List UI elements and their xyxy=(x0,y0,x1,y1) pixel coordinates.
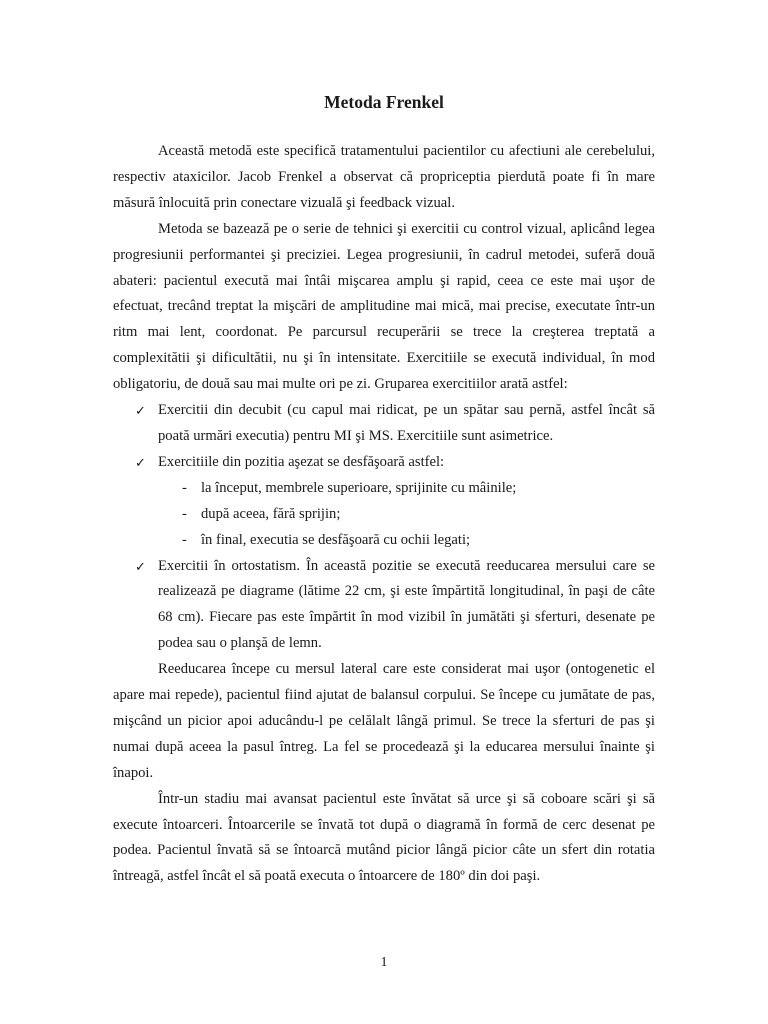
paragraph-method: Metoda se bazează pe o serie de tehnici şi exercitii cu control vizual, aplicând legea progresiunii performantei şi preciziei. Legea progresiunii, în cadrul metodei, suferă două abateri: pacientul execută mai întâi mişcarea amplu şi rapid, ceea ce este mai uşor de efectuat, trecând treptat la mişcări de amplitudine mai mică, mai precise, executate într-un ritm mai lent, coordonat. Pe parcursul recuperării se trece la creşterea treptată a complexitătii şi dificultătii, nu şi în intensitate. Exercitiile se execută individual, în mod obligatoriu, de două sau mai multe ori pe zi. Gruparea exercitiilor arată astfel: xyxy=(113,220,655,393)
dash-bullet: - xyxy=(182,479,187,496)
list-item-text: după aceea, fără sprijin; xyxy=(201,505,341,522)
checkmark-icon: ✓ xyxy=(135,454,146,470)
paragraph-advanced-stage: Într-un stadiu mai avansat pacientul este învătat să urce şi să coboare scări şi să execute întoarceri. Întoarcerile se învată tot după o diagramă în formă de cerc desenat pe podea. Pacientul învată să se întoarcă mutând picior lângă picior câte un sfert din rotatia întreagă, astfel încât el să poată executa o întoarcere de 180º din doi paşi. xyxy=(113,790,655,885)
page-number: 1 xyxy=(380,955,388,970)
checkmark-icon: ✓ xyxy=(135,403,146,419)
document-title: Metoda Frenkel xyxy=(324,92,444,112)
list-item xyxy=(113,502,655,528)
paragraph-gait-reeducation: Reeducarea începe cu mersul lateral care este considerat mai uşor (ontogenetic el apare mai repede), pacientul fiind ajutat de balansul corpului. Se începe cu jumătate de pas, mişcând un picior apoi aducându-l pe celălalt lângă primul. Se trece la sferturi de pas şi numai după aceea la pasul întreg. La fel se procedează şi la educarea mersului înainte şi înapoi. xyxy=(113,661,655,781)
list-item-text: la început, membrele superioare, sprijinite cu mâinile; xyxy=(201,479,517,496)
checklist-item-text: Exercitii din decubit (cu capul mai ridicat, pe un spătar sau pernă, astfel încât să poată urmări executia) pentru MI şi MS. Exercitiile sunt asimetrice. xyxy=(158,402,655,444)
list-item xyxy=(113,528,655,554)
checklist-item-sitting xyxy=(113,450,655,476)
sitting-sublist xyxy=(113,476,655,554)
list-item-text: în final, executia se desfăşoară cu ochii legati; xyxy=(201,531,471,548)
checklist-item-text: Exercitiile din pozitia aşezat se desfăşoară astfel: xyxy=(158,453,445,470)
dash-bullet: - xyxy=(182,531,187,548)
paragraph-intro: Această metodă este specifică tratamentului pacientilor cu afectiuni ale cerebelului, respectiv ataxicilor. Jacob Frenkel a observat că propriceptia pierdută poate fi în mare măsură înlocuită prin conectare vizuală şi feedback vizual. xyxy=(113,143,655,211)
checklist-item-ortostatism xyxy=(113,554,655,658)
list-item xyxy=(113,476,655,502)
checklist-item-text: Exercitii în ortostatism. În această pozitie se execută reeducarea mersului care se realizează pe diagrame (lătime 22 cm, şi este împărtită longitudinal, în paşi de câte 68 cm). Fiecare pas este împărtit în mod vizibil în jumătăti şi sferturi, desenate pe podea sau o planşă de lemn. xyxy=(158,557,655,652)
dash-bullet: - xyxy=(182,505,187,522)
checkmark-icon: ✓ xyxy=(135,558,146,574)
document-body xyxy=(113,139,655,890)
checklist-item-decubit xyxy=(113,398,655,450)
